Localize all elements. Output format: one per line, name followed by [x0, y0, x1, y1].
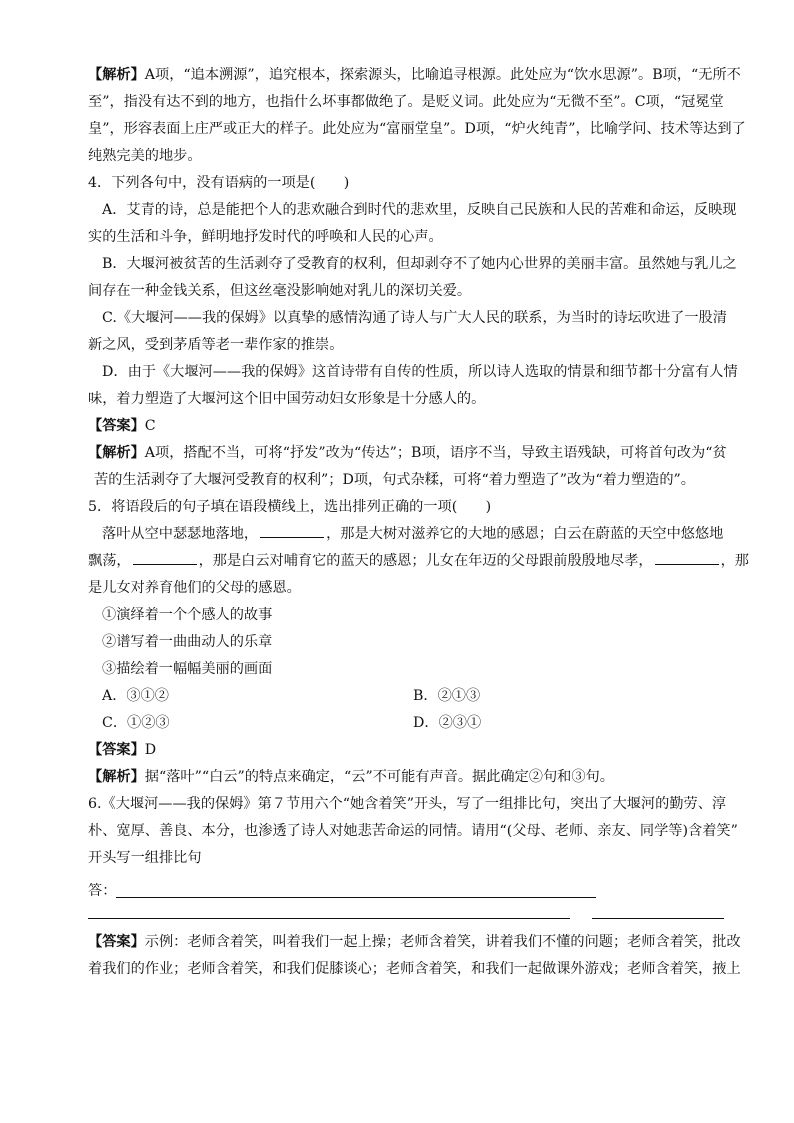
q5-item: ①演绎着一个个感人的故事 — [102, 607, 273, 623]
q6-answer-cont: 着我们的作业；老师含着笑，和我们促膝谈心；老师含着笑，和我们一起做课外游戏；老师含着笑，掖上 — [88, 961, 741, 977]
q4-analysis: 【解析】A项，搭配不当，可将“抒发”改为“传达”；B项，语序不当，导致主语残缺，可将首句改为“贫 — [88, 445, 727, 461]
analysis-line: 【解析】A项，“追本溯源”，追究根本，探索源头，比喻追寻根源。此处应为“饮水思源”。B项，“无所不 — [88, 67, 741, 83]
q5-passage-line: 落叶从空中瑟瑟地落地， ，那是大树对滋养它的大地的感恩；白云在蔚蓝的天空中悠悠地 — [102, 526, 724, 542]
q6-answer: 【答案】示例：老师含着笑，叫着我们一起上操；老师含着笑，讲着我们不懂的问题；老师含着笑，批改 — [88, 934, 741, 950]
answer-writing-line-2 — [88, 905, 724, 919]
answer-rule[interactable] — [88, 917, 570, 919]
q4-analysis-cont: 苦的生活剥夺了大堰河受教育的权利”；D项，句式杂糅，可将“着力塑造了”改为“着力塑造的”。 — [94, 472, 695, 488]
analysis-tag: 【解析】 — [88, 67, 145, 83]
q5-passage-line: 是儿女对养育他们的父母的感恩。 — [88, 580, 301, 596]
question-6-stem: 朴、宽厚、善良、本分，也渗透了诗人对她悲苦命运的同情。请用“(父母、老师、亲友、同学等)含着笑” — [88, 823, 738, 839]
q4-option-d-cont: 味，着力塑造了大堰河这个旧中国劳动妇女形象是十分感人的。 — [88, 391, 486, 407]
q4-option-c: C.《大堰河——我的保姆》以真挚的感情沟通了诗人与广大人民的联系，为当时的诗坛吹进了一股清 — [102, 310, 727, 326]
analysis-line: 至”，指没有达不到的地方，也指什么坏事都做绝了。是贬义词。此处应为“无微不至”。C项，“冠冕堂 — [88, 94, 724, 110]
q5-item: ③描绘着一幅幅美丽的画面 — [102, 661, 273, 677]
question-6-stem: 6.《大堰河——我的保姆》第７节用六个“她含着笑”开头，写了一组排比句，突出了大堰河的勤劳、淳 — [88, 796, 727, 812]
q5-passage-line: 飘荡， ，那是白云对哺育它的蓝天的感恩；儿女在年迈的父母跟前殷殷地尽孝， ，那 — [88, 553, 749, 569]
q4-option-a: A．艾青的诗，总是能把个人的悲欢融合到时代的悲欢里，反映自己民族和人民的苦难和命运，反映现 — [102, 202, 737, 218]
q5-choice-c: C．①②③ — [102, 715, 170, 731]
q5-item: ②谱写着一曲曲动人的乐章 — [102, 634, 273, 650]
question-6-stem: 开头写一组排比句 — [88, 850, 202, 866]
q5-choices-row — [88, 710, 724, 737]
fill-blank — [655, 563, 719, 565]
q5-analysis: 【解析】据“落叶”“白云”的特点来确定，“云”不可能有声音。据此确定②句和③句。 — [88, 769, 614, 785]
question-4-stem: 4．下列各句中，没有语病的一项是( ) — [88, 175, 350, 191]
fill-blank — [133, 563, 197, 565]
analysis-line: 纯熟完美的地步。 — [88, 148, 202, 164]
analysis-line: 皇”，形容表面上庄严或正大的样子。此处应为“富丽堂皇”。D项，“炉火纯青”，比喻学问、技术等达到了 — [88, 121, 746, 137]
q4-option-b: B．大堰河被贫苦的生活剥夺了受教育的权利，但却剥夺不了她内心世界的美丽丰富。虽然她与乳儿之 — [102, 256, 737, 272]
q4-option-b-cont: 间存在一种金钱关系，但这丝毫没影响她对乳儿的深切关爱。 — [88, 283, 472, 299]
q5-choices-row — [88, 683, 724, 710]
q4-option-c-cont: 新之风，受到茅盾等老一辈作家的推崇。 — [88, 337, 344, 353]
q5-answer: 【答案】D — [88, 742, 157, 758]
q5-choice-b: B．②①③ — [413, 688, 481, 704]
q5-choice-a: A．③①② — [102, 688, 169, 704]
answer-rule[interactable] — [592, 917, 724, 919]
q5-choice-d: D．②③① — [413, 715, 482, 731]
fill-blank — [260, 536, 324, 538]
answer-rule[interactable] — [116, 896, 596, 898]
q4-answer: 【答案】C — [88, 418, 156, 434]
question-5-stem: 5．将语段后的句子填在语段横线上，选出排列正确的一项( ) — [88, 499, 492, 515]
q4-option-a-cont: 实的生活和斗争，鲜明地抒发时代的呼唤和人民的心声。 — [88, 229, 443, 245]
q4-option-d: D．由于《大堰河——我的保姆》这首诗带有自传的性质，所以诗人选取的情景和细节都十分富有人情 — [102, 364, 738, 380]
answer-writing-line: 答： — [88, 878, 724, 905]
